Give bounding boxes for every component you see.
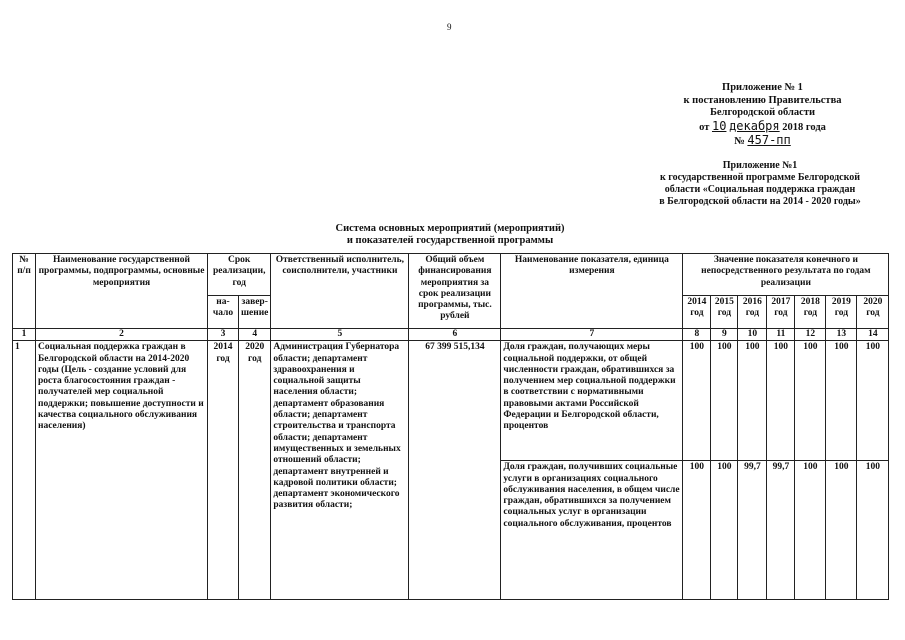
appendix-2-line3: области «Социальная поддержка граждан (664, 184, 856, 195)
header-term-end: завер-шение (239, 296, 271, 329)
row-num: 1 (13, 341, 36, 600)
header-year: 2019 год (826, 296, 857, 329)
indicator-value: 100 (857, 461, 889, 600)
table-row (13, 341, 889, 461)
indicator-value: 100 (738, 341, 767, 461)
column-number: 1 (13, 329, 36, 341)
column-number: 4 (239, 329, 271, 341)
header-year: 2015 год (711, 296, 738, 329)
column-number: 12 (795, 329, 826, 341)
indicator-value: 99,7 (767, 461, 795, 600)
header-name: Наименование государственной программы, подпрограммы, основные мероприятия (36, 254, 208, 329)
indicator-value: 100 (857, 341, 889, 461)
indicator-name: Доля граждан, получивших социальные услуги в организациях социального обслуживания населения, в общем числе граждан, обратившихся за получением социальных услуг в организации социального обслуживания, процентов (501, 461, 683, 600)
header-volume: Общий объем финансирования мероприятия за срок реализации программы, тыс. рублей (409, 254, 501, 329)
column-number: 11 (767, 329, 795, 341)
header-values: Значение показателя конечного и непосредственного результата по годам реализации (683, 254, 889, 296)
appendix-1-line2: к постановлению Правительства (683, 94, 842, 106)
page-number: 9 (447, 22, 452, 32)
appendix-1-block (655, 82, 870, 149)
date-year: 2018 года (782, 121, 826, 133)
column-number: 13 (826, 329, 857, 341)
appendix-2-line4: в Белгородской области на 2014 - 2020 годы» (659, 196, 861, 207)
date-day: 10 (711, 118, 727, 133)
measures-table (12, 253, 889, 600)
indicator-value: 100 (683, 341, 711, 461)
header-year: 2016 год (738, 296, 767, 329)
number-prefix: № (734, 136, 745, 147)
row-start-year: 2014 год (208, 341, 239, 600)
row-end-year: 2020 год (239, 341, 271, 600)
title-line2: и показателей государственной программы (346, 235, 554, 246)
appendix-2-title: Приложение №1 (722, 160, 798, 171)
indicator-value: 100 (826, 461, 857, 600)
title-line1: Система основных мероприятий (мероприятий) (335, 223, 565, 234)
header-year: 2014 год (683, 296, 711, 329)
appendix-1-line3: Белгородской области (709, 107, 816, 118)
indicator-value: 100 (711, 461, 738, 600)
appendix-1-date (655, 120, 870, 135)
row-program-name: Социальная поддержка граждан в Белгородской области на 2014-2020 годы (Цель - создание условий для роста благосостояния граждан - получателей мер социальной поддержки; повышение доступности и качества социального обслуживания населения) (36, 341, 208, 600)
indicator-value: 100 (683, 461, 711, 600)
column-number: 8 (683, 329, 711, 341)
row-volume: 67 399 515,134 (409, 341, 501, 600)
date-prefix: от (699, 121, 710, 133)
indicator-value: 99,7 (738, 461, 767, 600)
header-indicator: Наименование показателя, единица измерения (501, 254, 683, 329)
header-num: № п/п (13, 254, 36, 329)
header-responsible: Ответственный исполнитель, соисполнители, участники (271, 254, 409, 329)
header-term-start: на-чало (208, 296, 239, 329)
appendix-1-title: Приложение № 1 (722, 82, 803, 93)
indicator-value: 100 (795, 461, 826, 600)
indicator-value: 100 (767, 341, 795, 461)
column-number: 9 (711, 329, 738, 341)
indicator-value: 100 (711, 341, 738, 461)
indicator-name: Доля граждан, получающих меры социальной поддержки, от общей численности граждан, обратившихся за получением мер социальной поддержки в соответствии с нормативными правовыми актами Российской Федерации и Белгородской области, процентов (501, 341, 683, 461)
column-number: 10 (738, 329, 767, 341)
column-number: 7 (501, 329, 683, 341)
document-title (270, 223, 630, 247)
header-year: 2017 год (767, 296, 795, 329)
indicator-value: 100 (795, 341, 826, 461)
header-year: 2018 год (795, 296, 826, 329)
indicator-value: 100 (826, 341, 857, 461)
column-number-row (13, 329, 889, 341)
header-term: Срок реализации, год (208, 254, 271, 296)
column-number: 3 (208, 329, 239, 341)
number-value: 457-пп (747, 133, 791, 147)
column-number: 6 (409, 329, 501, 341)
column-number: 5 (271, 329, 409, 341)
column-number: 14 (857, 329, 889, 341)
header-year: 2020 год (857, 296, 889, 329)
column-number: 2 (36, 329, 208, 341)
row-responsible: Администрация Губернатора области; департамент здравоохранения и социальной защиты населения области; департамент образования области; департамент строительства и транспорта области; департамент имущественных и земельных отношений области; департамент внутренней и кадровой политики области; департамент экономического развития области; (271, 341, 409, 600)
appendix-1-number (655, 134, 870, 149)
date-month: декабря (729, 118, 780, 133)
appendix-2-line2: к государственной программе Белгородской (660, 172, 860, 183)
appendix-2-block (640, 160, 880, 208)
